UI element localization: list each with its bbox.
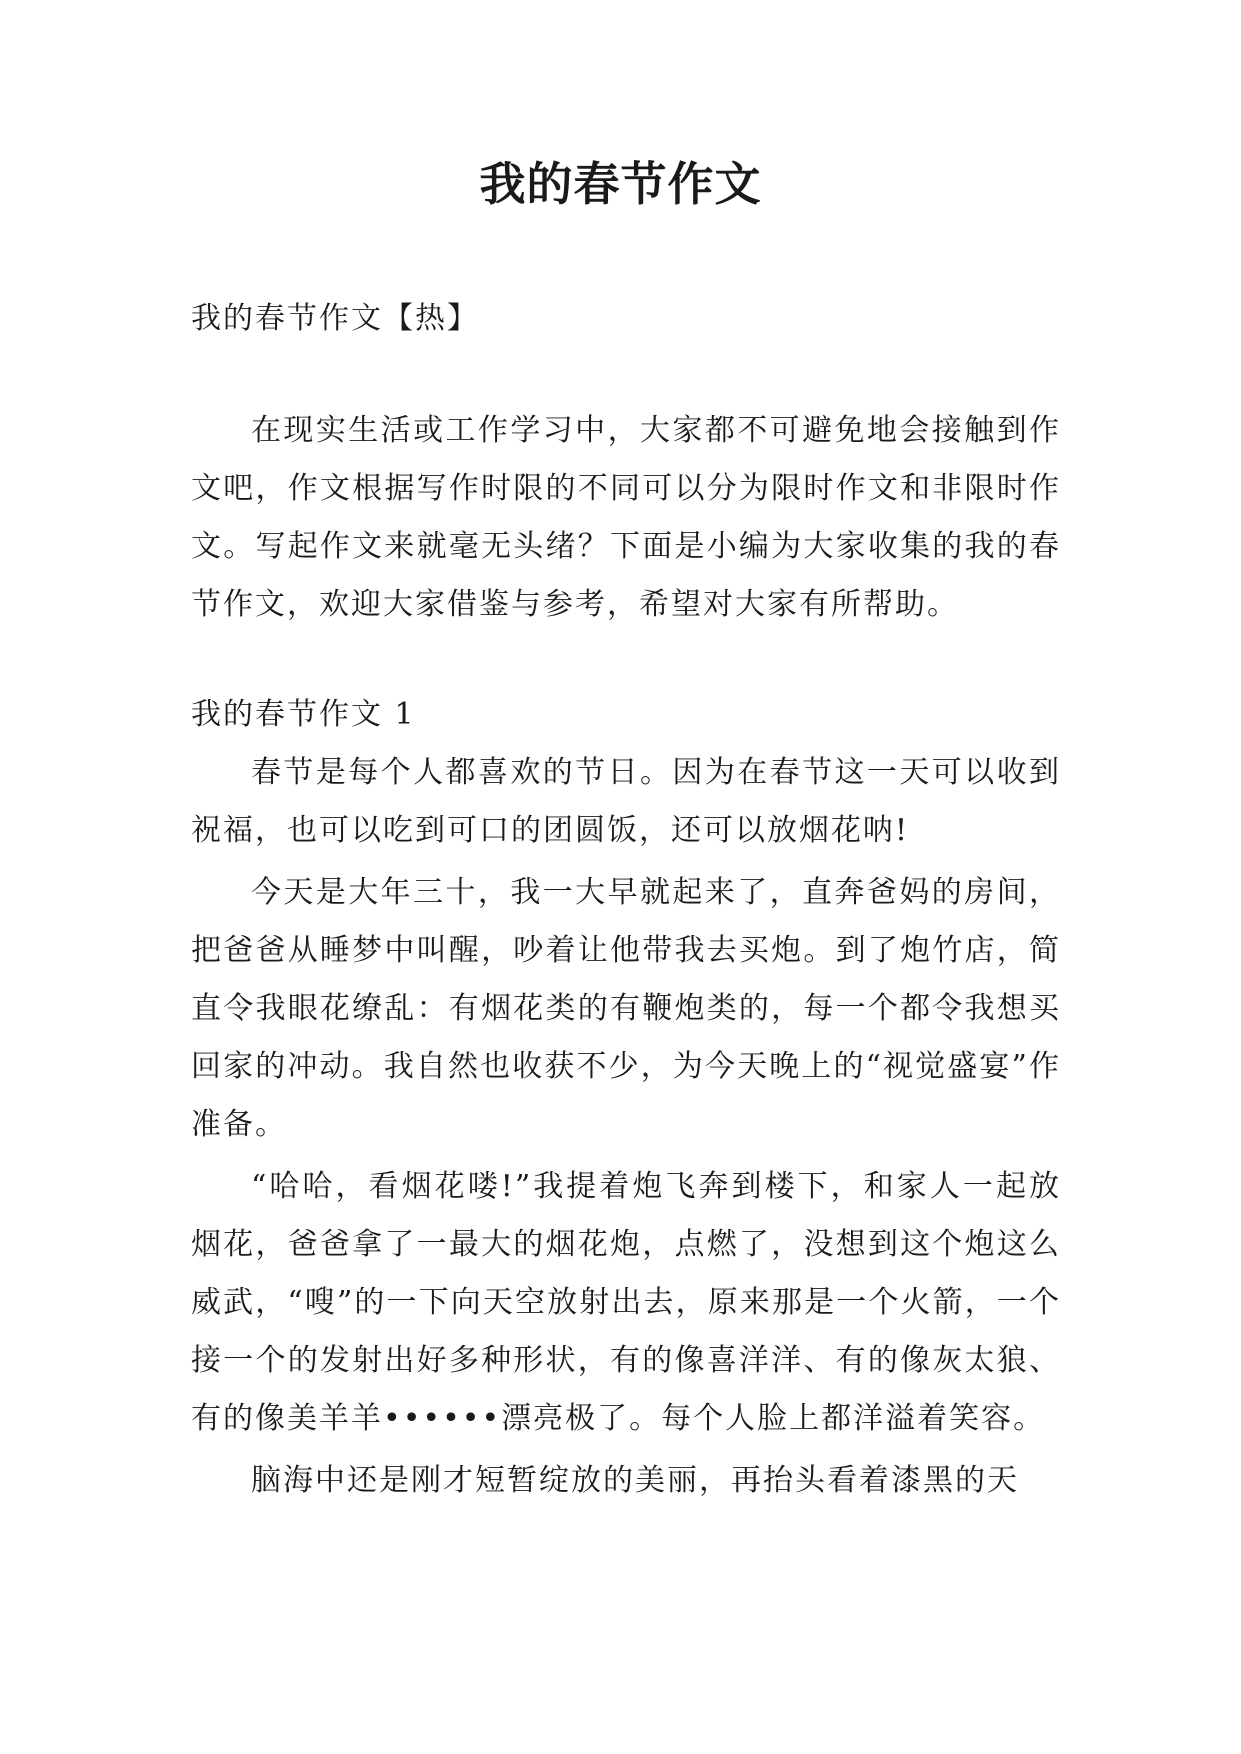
document-title: 我的春节作文 xyxy=(479,157,762,211)
body-paragraph: 春节是每个人都喜欢的节日。因为在春节这一天可以收到祝福，也可以吃到可口的团圆饭，还可以放烟花呐! xyxy=(191,755,1061,848)
intro-paragraph: 在现实生活或工作学习中，大家都不可避免地会接触到作文吧，作文根据写作时限的不同可以分为限时作文和非限时作文。写起作文来就毫无头绪？下面是小编为大家收集的我的春节作文，欢迎大家借鉴与参考，希望对大家有所帮助。 xyxy=(191,413,1061,622)
document-body xyxy=(191,290,1061,1510)
body-paragraph: 脑海中还是刚才短暂绽放的美丽，再抬头看着漆黑的天 xyxy=(251,1463,1019,1498)
body-paragraph: 今天是大年三十，我一大早就起来了，直奔爸妈的房间，把爸爸从睡梦中叫醒，吵着让他带我去买炮。到了炮竹店，简直令我眼花缭乱：有烟花类的有鞭炮类的，每一个都令我想买回家的冲动。我自然也收获不少，为今天晚上的“视觉盛宴”作准备。 xyxy=(191,875,1061,1142)
document-subtitle: 我的春节作文【热】 xyxy=(191,301,479,336)
body-paragraph: “哈哈，看烟花喽!”我提着炮飞奔到楼下，和家人一起放烟花，爸爸拿了一最大的烟花炮，点燃了，没想到这个炮这么威武，“嗖”的一下向天空放射出去，原来那是一个火箭，一个接一个的发射出好多种形状，有的像喜洋洋、有的像灰太狼、有的像美羊羊••••••漂亮极了。每个人脸上都洋溢着笑容。 xyxy=(191,1169,1061,1436)
section-heading: 我的春节作文 1 xyxy=(191,697,416,732)
